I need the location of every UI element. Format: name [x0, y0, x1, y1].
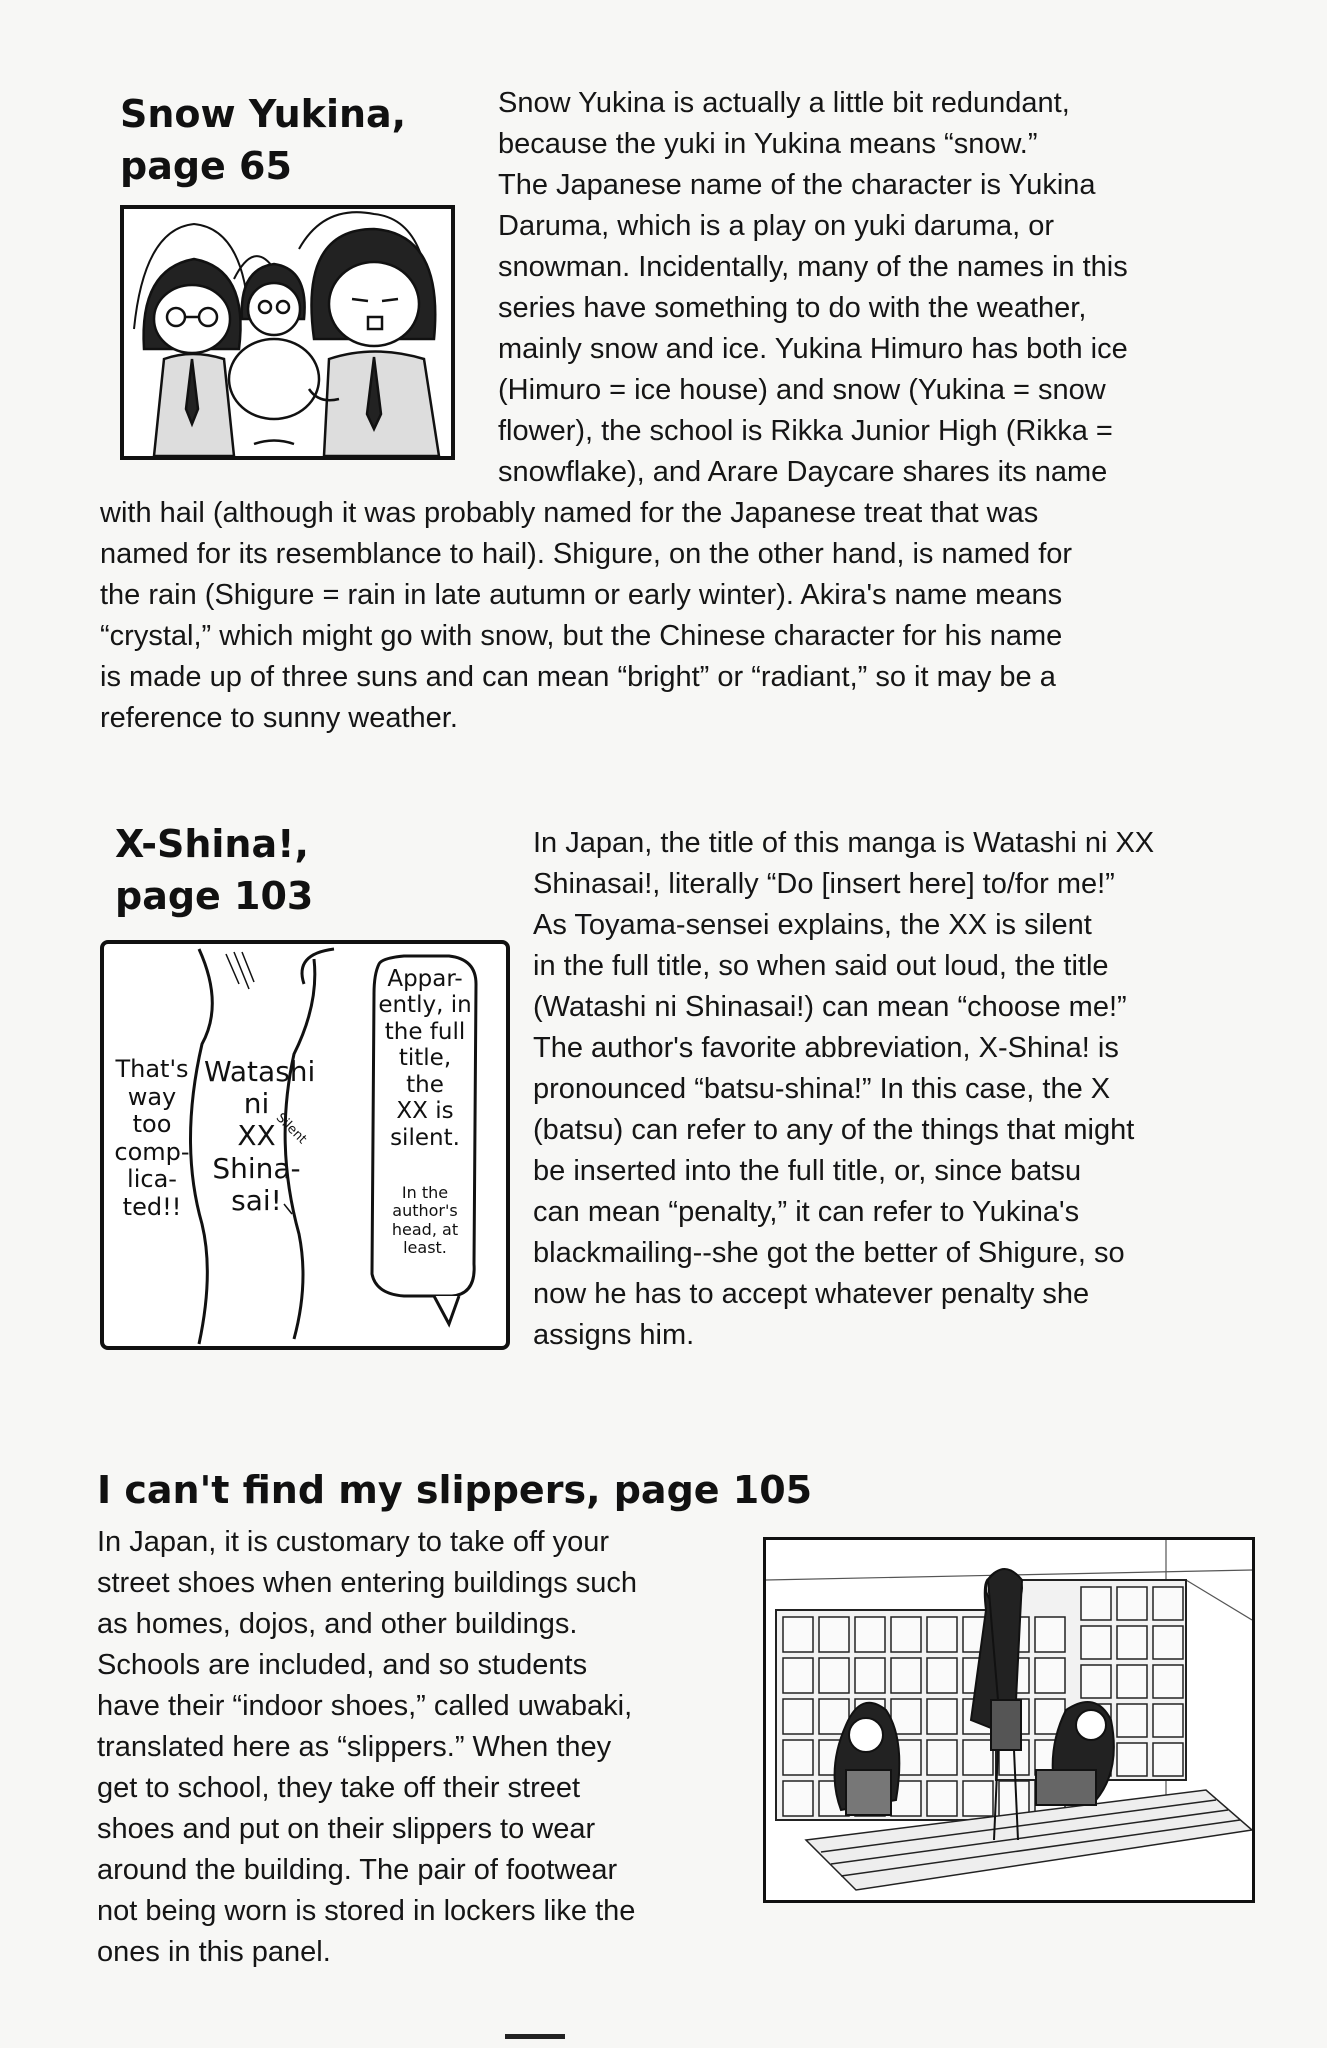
- text-line: “crystal,” which might go with snow, but the Chinese character for his name: [100, 620, 1063, 652]
- bubble-line: Watashi: [204, 1055, 316, 1088]
- locker-door: [927, 1658, 957, 1693]
- locker-door: [1153, 1626, 1183, 1659]
- text-line: translated here as “slippers.” When they: [97, 1731, 612, 1763]
- manga-panel-shoe-lockers: [763, 1537, 1255, 1903]
- text-line: reference to sunny weather.: [100, 702, 458, 734]
- text-line: as homes, dojos, and other buildings.: [97, 1608, 578, 1640]
- locker-door: [1153, 1743, 1183, 1776]
- locker-door: [783, 1740, 813, 1775]
- section-heading-x-shina: [115, 818, 313, 922]
- text-line: Shinasai!, literally “Do [insert here] to/for me!”: [533, 868, 1115, 900]
- text-line: The Japanese name of the character is Yukina: [498, 169, 1096, 201]
- text-line: have their “indoor shoes,” called uwabaki,: [97, 1690, 633, 1722]
- text-line: ones in this panel.: [97, 1936, 331, 1968]
- text-line: shoes and put on their slippers to wear: [97, 1813, 596, 1845]
- bubble-line: silent.: [390, 1124, 460, 1151]
- bubble-line: least.: [403, 1238, 447, 1258]
- bubble-line: Shina-: [212, 1151, 301, 1185]
- heading-line: page 103: [115, 874, 314, 918]
- text-line: because the yuki in Yukina means “snow.”: [498, 128, 1038, 160]
- manga-panel-snow-yukina: [120, 205, 455, 460]
- locker-door: [927, 1740, 957, 1775]
- page-footer-mark: [505, 2034, 565, 2039]
- text-line: named for its resemblance to hail). Shigure, on the other hand, is named for: [100, 538, 1073, 570]
- bubble-line: author's: [392, 1201, 458, 1221]
- locker-door: [927, 1617, 957, 1652]
- bubble-line: That's: [115, 1055, 189, 1083]
- text-line: the rain (Shigure = rain in late autumn or early winter). Akira's name means: [100, 579, 1063, 611]
- manga-illustration-characters: [124, 209, 451, 456]
- locker-door: [1081, 1587, 1111, 1620]
- locker-door: [819, 1617, 849, 1652]
- text-line: with hail (although it was probably named for the Japanese treat that was: [100, 497, 1039, 529]
- bubble-line: title,: [398, 1045, 452, 1072]
- text-line: snowflake), and Arare Daycare shares its name: [498, 456, 1108, 488]
- locker-door: [999, 1781, 1029, 1816]
- section-heading-snow-yukina: [120, 88, 406, 192]
- snow-yukina-body-continued: [100, 493, 1072, 739]
- bubble-line: ni: [243, 1087, 270, 1121]
- speech-bubble-right-small: [376, 1184, 474, 1258]
- text-line: mainly snow and ice. Yukina Himuro has both ice: [498, 333, 1128, 365]
- manga-panel-x-shina: [100, 940, 510, 1350]
- bubble-line: XX is: [396, 1098, 454, 1125]
- locker-door: [927, 1699, 957, 1734]
- locker-door: [819, 1658, 849, 1693]
- x-shina-body: [533, 823, 1154, 1356]
- locker-door: [1153, 1665, 1183, 1698]
- text-line: (Watashi ni Shinasai!) can mean “choose me!”: [533, 991, 1127, 1023]
- text-line: not being worn is stored in lockers like the: [97, 1895, 636, 1927]
- bubble-line: ted!!: [122, 1192, 182, 1221]
- locker-door: [783, 1617, 813, 1652]
- locker-door: [963, 1781, 993, 1816]
- locker-door: [1081, 1626, 1111, 1659]
- snow-yukina-body: [498, 83, 1128, 493]
- locker-door: [1117, 1743, 1147, 1776]
- bubble-line: In the: [401, 1183, 449, 1202]
- bubble-line: XX: [237, 1119, 276, 1153]
- locker-door: [1117, 1587, 1147, 1620]
- locker-door: [783, 1781, 813, 1816]
- text-line: around the building. The pair of footwear: [97, 1854, 618, 1886]
- text-line: assigns him.: [533, 1319, 695, 1351]
- text-line: In Japan, the title of this manga is Watashi ni XX: [533, 827, 1155, 859]
- text-line: (Himuro = ice house) and snow (Yukina = snow: [498, 374, 1106, 406]
- text-line: street shoes when entering buildings such: [97, 1567, 638, 1599]
- text-line: is made up of three suns and can mean “bright” or “radiant,” so it may be a: [100, 661, 1056, 693]
- text-line: now he has to accept whatever penalty she: [533, 1278, 1090, 1310]
- text-line: snowman. Incidentally, many of the names in this: [498, 251, 1128, 283]
- section-heading-slippers: I can't find my slippers, page 105: [97, 1468, 813, 1512]
- heading-line: page 65: [120, 144, 292, 188]
- bubble-line: way: [127, 1082, 177, 1111]
- text-line: series have something to do with the weather,: [498, 292, 1087, 324]
- locker-door: [1153, 1704, 1183, 1737]
- locker-door: [891, 1658, 921, 1693]
- text-line: pronounced “batsu-shina!” In this case, the X: [533, 1073, 1111, 1105]
- text-line: Daruma, which is a play on yuki daruma, or: [498, 210, 1055, 242]
- locker-door: [1117, 1626, 1147, 1659]
- text-line: can mean “penalty,” it can refer to Yukina's: [533, 1196, 1080, 1228]
- locker-door: [783, 1658, 813, 1693]
- locker-door: [855, 1658, 885, 1693]
- heading-line: X-Shina!,: [115, 822, 309, 866]
- bubble-line: ently, in: [378, 992, 472, 1019]
- text-line: Schools are included, and so students: [97, 1649, 588, 1681]
- shoe-locker-illustration: [766, 1540, 1252, 1900]
- locker-door: [1117, 1665, 1147, 1698]
- slippers-body: [97, 1522, 637, 1973]
- bubble-line: sai!: [231, 1183, 282, 1217]
- text-line: The author's favorite abbreviation, X-Shina! is: [533, 1032, 1119, 1064]
- text-line: In Japan, it is customary to take off your: [97, 1526, 610, 1558]
- bubble-line: Appar-: [387, 966, 463, 992]
- locker-door: [855, 1617, 885, 1652]
- text-line: blackmailing--she got the better of Shigure, so: [533, 1237, 1125, 1269]
- locker-door: [783, 1699, 813, 1734]
- heading-line: Snow Yukina,: [120, 92, 407, 136]
- locker-door: [1081, 1665, 1111, 1698]
- locker-door: [1117, 1704, 1147, 1737]
- bubble-line: lica-: [127, 1165, 177, 1194]
- speech-bubble-left: [112, 1056, 192, 1222]
- locker-door: [963, 1740, 993, 1775]
- text-line: be inserted into the full title, or, since batsu: [533, 1155, 1082, 1187]
- locker-door: [891, 1617, 921, 1652]
- text-line: (batsu) can refer to any of the things that might: [533, 1114, 1135, 1146]
- note-line: Silent: [272, 1110, 310, 1148]
- text-line: Snow Yukina is actually a little bit redundant,: [498, 87, 1070, 119]
- bubble-line: the full: [384, 1018, 466, 1045]
- text-line: get to school, they take off their street: [97, 1772, 581, 1804]
- bubble-line: comp-: [114, 1137, 190, 1166]
- locker-door: [1035, 1617, 1065, 1652]
- locker-door: [1035, 1658, 1065, 1693]
- locker-door: [927, 1781, 957, 1816]
- text-line: in the full title, so when said out loud, the title: [533, 950, 1109, 982]
- bubble-line: the: [406, 1071, 444, 1098]
- locker-door: [1153, 1587, 1183, 1620]
- text-line: As Toyama-sensei explains, the XX is silent: [533, 909, 1092, 941]
- bubble-line: head, at: [391, 1219, 459, 1239]
- speech-bubble-right: [376, 966, 474, 1151]
- text-line: flower), the school is Rikka Junior High (Rikka =: [498, 415, 1113, 447]
- bubble-line: too: [132, 1110, 172, 1139]
